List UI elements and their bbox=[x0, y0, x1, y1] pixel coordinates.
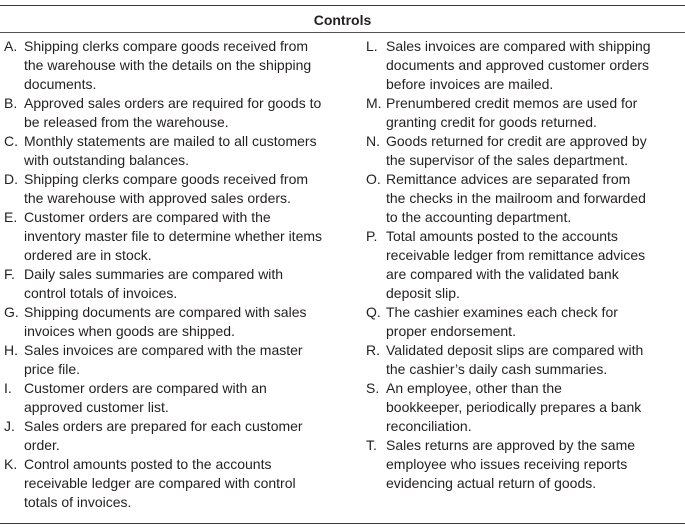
control-letter: I. bbox=[4, 380, 12, 396]
control-text-line: approved customer list. bbox=[24, 399, 169, 415]
control-item bbox=[4, 341, 359, 379]
control-item bbox=[366, 227, 681, 303]
control-letter: Q. bbox=[366, 304, 381, 320]
control-text-line: An employee, other than the bbox=[386, 380, 562, 396]
control-text-line: Monthly statements are mailed to all customers bbox=[24, 133, 317, 149]
control-text-line: ordered are in stock. bbox=[24, 247, 152, 263]
control-text-line: evidencing actual return of goods. bbox=[386, 475, 597, 491]
control-text-line: deposit slip. bbox=[386, 285, 460, 301]
control-item bbox=[4, 303, 359, 341]
control-text-line: Remittance advices are separated from bbox=[386, 171, 631, 187]
control-text-line: Sales invoices are compared with the master bbox=[24, 342, 303, 358]
control-text-line: to the accounting department. bbox=[386, 209, 572, 225]
control-text-line: reconciliation. bbox=[386, 418, 472, 434]
control-text-line: Shipping clerks compare goods received from bbox=[24, 171, 309, 187]
control-text-line: Sales orders are prepared for each customer bbox=[24, 418, 303, 434]
control-item bbox=[366, 303, 681, 341]
control-text-line: Sales invoices are compared with shipping bbox=[386, 38, 651, 54]
control-text-line: bookkeeper, periodically prepares a bank bbox=[386, 399, 642, 415]
control-letter: J. bbox=[4, 418, 15, 434]
control-text-line: order. bbox=[24, 437, 60, 453]
control-letter: L. bbox=[366, 38, 378, 54]
left-column bbox=[4, 37, 359, 512]
control-text-line: documents and approved customer orders bbox=[386, 57, 650, 73]
control-text-line: Shipping documents are compared with sales bbox=[24, 304, 307, 320]
control-text-line: the warehouse with approved sales orders. bbox=[24, 190, 291, 206]
control-letter: R. bbox=[366, 342, 380, 358]
control-letter: F. bbox=[4, 266, 15, 282]
control-item bbox=[4, 417, 359, 455]
control-text-line: invoices when goods are shipped. bbox=[24, 323, 235, 339]
control-item bbox=[4, 208, 359, 265]
control-text-line: Customer orders are compared with the bbox=[24, 209, 271, 225]
control-item bbox=[4, 132, 359, 170]
control-text-line: the checks in the mailroom and forwarded bbox=[386, 190, 646, 206]
table-title: Controls bbox=[313, 12, 372, 28]
control-text-line: Sales returns are approved by the same bbox=[386, 437, 636, 453]
control-text-line: granting credit for goods returned. bbox=[386, 114, 597, 130]
control-letter: C. bbox=[4, 133, 18, 149]
control-letter: E. bbox=[4, 209, 18, 225]
control-item bbox=[366, 132, 681, 170]
control-text-line: proper endorsement. bbox=[386, 323, 516, 339]
control-text-line: inventory master file to determine whether items bbox=[24, 228, 323, 244]
control-letter: O. bbox=[366, 171, 381, 187]
control-text-line: receivable ledger are compared with control bbox=[24, 475, 296, 491]
control-item bbox=[366, 436, 681, 493]
control-letter: S. bbox=[366, 380, 380, 396]
right-column bbox=[366, 37, 681, 493]
control-text-line: Approved sales orders are required for goods to bbox=[24, 95, 322, 111]
control-text-line: with outstanding balances. bbox=[24, 152, 189, 168]
control-text-line: Validated deposit slips are compared with bbox=[386, 342, 644, 358]
control-text-line: totals of invoices. bbox=[24, 494, 132, 510]
control-letter: H. bbox=[4, 342, 18, 358]
bottom-rule bbox=[0, 523, 685, 524]
control-item bbox=[4, 170, 359, 208]
control-text-line: before invoices are mailed. bbox=[386, 76, 554, 92]
control-text-line: Control amounts posted to the accounts bbox=[24, 456, 272, 472]
control-letter: N. bbox=[366, 133, 380, 149]
control-letter: D. bbox=[4, 171, 18, 187]
control-text-line: are compared with the validated bank bbox=[386, 266, 619, 282]
control-text-line: the warehouse with the details on the shipping bbox=[24, 57, 312, 73]
control-item bbox=[366, 94, 681, 132]
control-text-line: be released from the warehouse. bbox=[24, 114, 229, 130]
control-letter: K. bbox=[4, 456, 18, 472]
top-rule bbox=[0, 5, 685, 6]
control-text-line: employee who issues receiving reports bbox=[386, 456, 628, 472]
control-text-line: control totals of invoices. bbox=[24, 285, 178, 301]
header-rule bbox=[0, 32, 685, 33]
control-item bbox=[4, 379, 359, 417]
control-text-line: the supervisor of the sales department. bbox=[386, 152, 629, 168]
control-text-line: documents. bbox=[24, 76, 97, 92]
control-item bbox=[366, 379, 681, 436]
control-text-line: Customer orders are compared with an bbox=[24, 380, 267, 396]
control-item bbox=[4, 37, 359, 94]
control-item bbox=[366, 37, 681, 94]
control-text-line: Shipping clerks compare goods received from bbox=[24, 38, 309, 54]
control-text-line: receivable ledger from remittance advices bbox=[386, 247, 646, 263]
control-text-line: the cashier’s daily cash summaries. bbox=[386, 361, 608, 377]
control-letter: M. bbox=[366, 95, 382, 111]
control-item bbox=[4, 455, 359, 512]
control-text-line: Goods returned for credit are approved by bbox=[386, 133, 647, 149]
control-item bbox=[4, 265, 359, 303]
control-text-line: price file. bbox=[24, 361, 81, 377]
control-letter: B. bbox=[4, 95, 18, 111]
control-item bbox=[366, 170, 681, 227]
control-item bbox=[4, 94, 359, 132]
control-letter: G. bbox=[4, 304, 19, 320]
control-letter: A. bbox=[4, 38, 18, 54]
control-item bbox=[366, 341, 681, 379]
control-text-line: The cashier examines each check for bbox=[386, 304, 618, 320]
control-letter: T. bbox=[366, 437, 377, 453]
control-letter: P. bbox=[366, 228, 378, 244]
control-text-line: Prenumbered credit memos are used for bbox=[386, 95, 638, 111]
control-text-line: Total amounts posted to the accounts bbox=[386, 228, 618, 244]
control-text-line: Daily sales summaries are compared with bbox=[24, 266, 284, 282]
